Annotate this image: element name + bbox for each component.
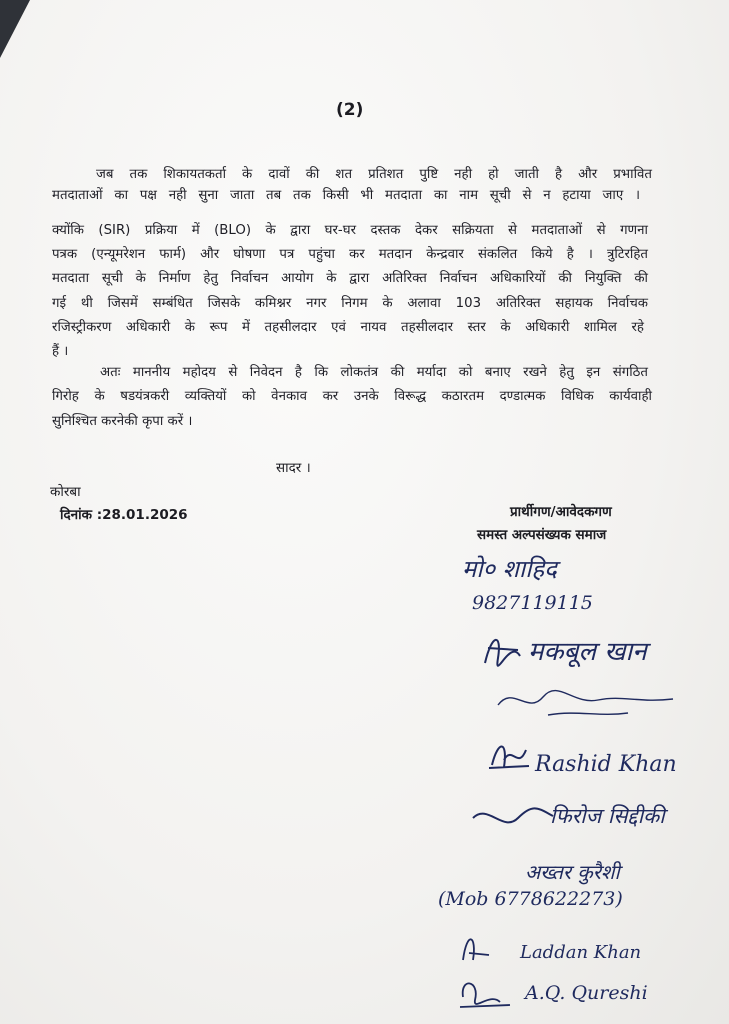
- body-line-8: हैं ।: [52, 344, 69, 359]
- signature-8: A.Q. Qureshi: [525, 982, 648, 1004]
- signature-7-scribble: [455, 925, 495, 970]
- place-name: कोरबा: [50, 484, 81, 500]
- signature-3-scribble: [488, 675, 688, 725]
- signature-6: अख्तर कुरैशी: [525, 860, 620, 884]
- signature-2-scribble: [480, 628, 530, 678]
- closing-salutation: सादर ।: [276, 460, 311, 476]
- body-line-6: गई थी जिसमें सम्बंधित जिसके कमिश्नर नगर निगम के अलावा 103 अतिरिक्त सहायक निर्वाचक: [52, 296, 648, 311]
- signature-2: मकबूल खान: [528, 637, 647, 667]
- signature-1: मो० शाहिद: [462, 555, 557, 583]
- body-line-9: अतः माननीय महोदय से निवेदन है कि लोकतंत्र की मर्यादा को बनाए रखने हेतु इन संगठित: [100, 365, 648, 380]
- page-number: (2): [336, 100, 364, 120]
- letter-date: दिनांक :28.01.2026: [60, 507, 188, 523]
- page-corner-shadow: [0, 0, 30, 58]
- signature-4-scribble: [484, 735, 534, 780]
- body-line-4: पत्रक (एन्यूमरेशन फार्म) और घोषणा पत्र पहुंचा कर मतदान केन्द्रवार संकलित किये है । त्रुटिरहित: [52, 247, 648, 262]
- applicant-label: प्रार्थीगण/आवेदकगण: [510, 504, 612, 520]
- signature-8-scribble: [455, 972, 515, 1017]
- signature-7: Laddan Khan: [520, 942, 642, 963]
- signature-5: फिरोज सिद्दीकी: [550, 804, 665, 828]
- signature-1-phone: 9827119115: [472, 592, 593, 614]
- signature-6-phone: (Mob 6778622273): [438, 888, 623, 910]
- signature-block: [420, 540, 720, 1020]
- signature-5-scribble: [468, 798, 558, 838]
- body-line-3: क्योंकि (SIR) प्रक्रिया में (BLO) के द्वारा घर-घर दस्तक देकर सक्रियता से मतदाताओं से गणना: [52, 223, 648, 238]
- body-line-2: मतदाताओं का पक्ष नही सुना जाता तब तक किसी भी मतदाता का नाम सूची से न हटाया जाए ।: [52, 188, 640, 203]
- body-line-11: सुनिश्चित करनेकी कृपा करें ।: [52, 414, 193, 429]
- body-line-7: रजिस्ट्रीकरण अधिकारी के रूप में तहसीलदार एवं नायव तहसीलदार स्तर के अधिकारी शामिल रहे: [52, 320, 644, 335]
- signature-4: Rashid Khan: [535, 752, 677, 777]
- body-line-10: गिरोह के षडयंत्रकरी व्यक्तियों को वेनकाव कर उनके विरूद्ध कठारतम दण्डात्मक विधिक कार्यवाही: [52, 389, 652, 404]
- body-line-5: मतदाता सूची के निर्माण हेतु निर्वाचन आयोग के द्वारा अतिरिक्त निर्वाचन अधिकारियों की नियुक्ति की: [52, 271, 648, 286]
- community-name: समस्त अल्पसंख्यक समाज: [477, 527, 607, 543]
- body-line-1: जब तक शिकायतकर्ता के दावों की शत प्रतिशत पुष्टि नही हो जाती है और प्रभावित: [96, 167, 652, 182]
